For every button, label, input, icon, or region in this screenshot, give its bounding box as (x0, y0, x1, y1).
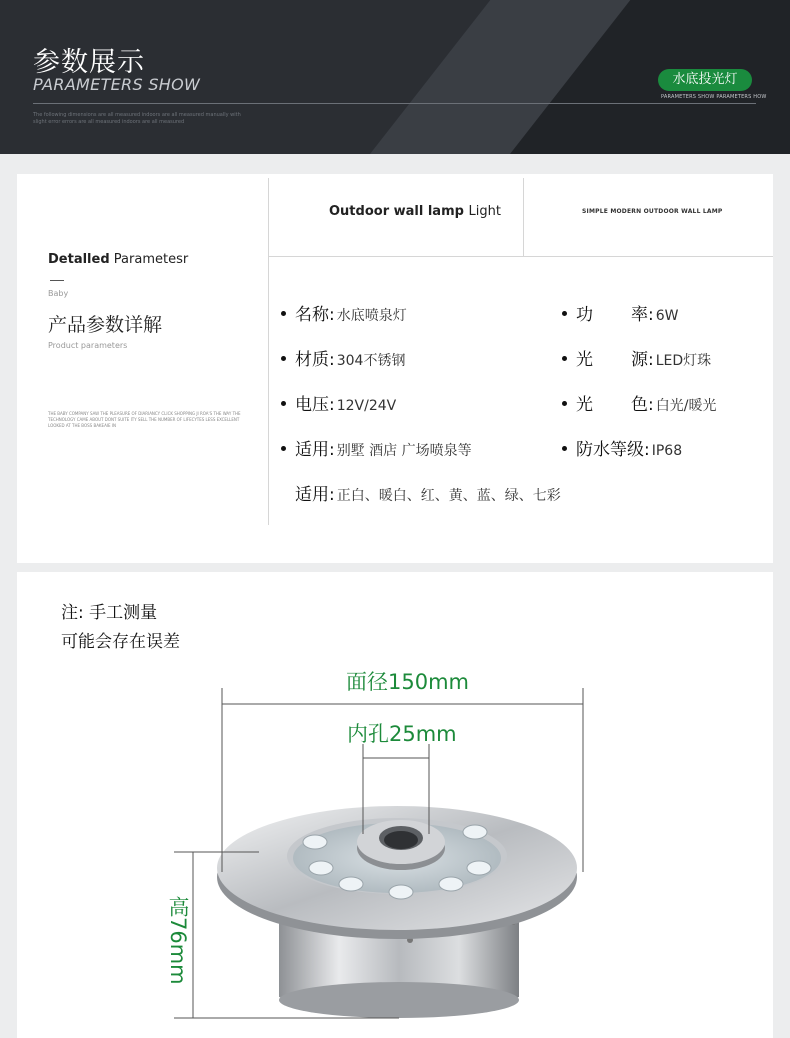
parameters-card (17, 174, 773, 563)
bullet-icon (281, 446, 286, 451)
inner-hole-label: 内孔25mm (347, 722, 457, 746)
param-light-color: 光 色: 白光/暖光 (562, 390, 716, 415)
param-power: 功 率: 6W (562, 300, 678, 325)
product-title-light: Light (468, 204, 501, 219)
detail-dash (50, 280, 64, 281)
product-title (329, 204, 501, 219)
detail-title-cn: 产品参数详解 (48, 314, 163, 336)
bullet-icon (281, 356, 286, 361)
bullet-icon (562, 401, 567, 406)
badge-subtitle: PARAMETERS SHOW PARAMETERS HOW (661, 94, 767, 100)
param-light-source: 光 源: LED灯珠 (562, 345, 711, 370)
param-material: 材质: 304不锈钢 (281, 345, 405, 370)
banner-title-en: PARAMETERS SHOW (33, 75, 201, 94)
detail-title (48, 252, 188, 267)
product-title-bold: Outdoor wall lamp (329, 204, 464, 219)
card-divider-vertical-top (523, 178, 524, 256)
bullet-icon (562, 311, 567, 316)
diameter-label: 面径150mm (346, 670, 469, 694)
product-drawing (17, 572, 773, 1038)
detail-title-light: Parametesr (113, 252, 189, 267)
card-divider-vertical (268, 178, 269, 525)
product-subtitle: SIMPLE MODERN OUTDOOR WALL LAMP (582, 208, 723, 215)
param-voltage: 电压: 12V/24V (281, 390, 396, 415)
product-parameters-label: Product parameters (48, 341, 128, 350)
header-banner (0, 0, 790, 154)
banner-tiny-text: The following dimensions are all measured indoors are all measured manually with slight error errors are all measured indoors are all measured (33, 112, 241, 125)
bullet-icon (281, 401, 286, 406)
error-note: 可能会存在误差 (61, 632, 180, 652)
detail-title-bold: Detalled (48, 252, 110, 267)
height-label: 高76mm (166, 896, 190, 985)
banner-title-cn: 参数展示 (33, 47, 145, 78)
card-divider-horizontal (268, 256, 773, 257)
bullet-icon (562, 446, 567, 451)
bullet-icon (562, 356, 567, 361)
bullet-icon (281, 311, 286, 316)
detail-baby-label: Baby (48, 289, 69, 298)
param-name: 名称: 水底喷泉灯 (281, 300, 407, 325)
dimensions-card (17, 572, 773, 1038)
lamp-flange (217, 806, 577, 939)
param-colors: 适用: 正白、暖白、红、黄、蓝、绿、七彩 (295, 485, 561, 505)
product-type-badge: 水底投光灯 (658, 69, 752, 91)
measurement-note: 注: 手工测量 (61, 603, 158, 623)
param-application: 适用: 别墅 酒店 广场喷泉等 (281, 435, 472, 460)
detail-small-text: THE BABY COMPANY SAW THE PLEASURE OF DIARIANCY CLICK SHOPPING JI ROA'S THE WAY THE TECHNOLOGY CAME ABOUT DONT SUITE ITY SELL THE NUMBER OF LIFECYTES LESS EXCELLENT LOOKED AT THE BOSS BAKEAIE IN (48, 411, 241, 428)
banner-divider (33, 103, 756, 104)
param-waterproof: 防水等级: IP68 (562, 435, 682, 460)
